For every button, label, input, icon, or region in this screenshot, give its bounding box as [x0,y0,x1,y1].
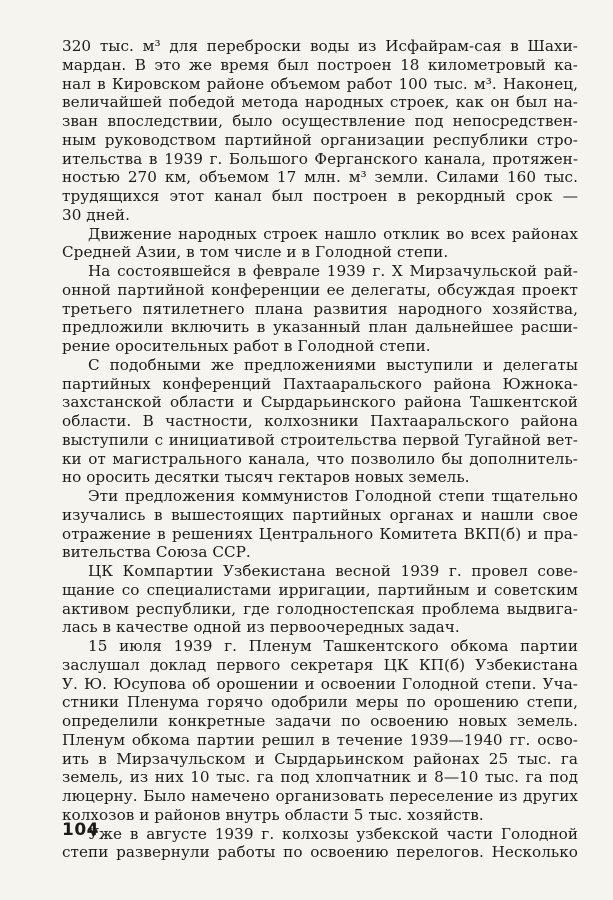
text-line: люцерну. Было намечено организовать переселение из других [62,787,578,805]
text-line: 320 тыс. м³ для переброски воды из Исфайрам-сая в Шахи- [62,37,578,55]
paragraph [62,562,578,637]
text-line: земель, из них 10 тыс. га под хлопчатник и 8—10 тыс. га под [62,768,578,787]
text-line: ительства в 1939 г. Большого Ферганского канала, протяжен- [62,149,578,168]
text-line: ЦК Компартии Узбекистана весной 1939 г. провел сове- [88,562,578,580]
text-line: но оросить десятки тысяч гектаров новых земель. [62,468,470,487]
text-line: 30 дней. [62,205,130,224]
paragraph [62,825,578,863]
paragraph [62,487,578,562]
text-line: Уже в августе 1939 г. колхозы узбекской части Голодной [88,824,578,843]
text-line: ить в Мирзачульском и Сырдарьинском районах 25 тыс. га [62,749,578,768]
text-line: области. В частности, колхозники Пахтаарaльского района [62,412,578,430]
text-line: Средней Азии, в том числе и в Голодной степи. [62,243,449,262]
text-line: выступили с инициативой строительства первой Тугайной вет- [62,430,578,449]
text-line: ным руководством партийной организации республики стро- [62,130,578,149]
text-line: отражение в решениях Центрального Комитета ВКП(б) и пра- [62,524,578,543]
paragraph [62,637,578,825]
text-line: определили конкретные задачи по освоению новых земель. [62,712,578,730]
text-line: изучались в вышестоящих партийных органах и нашли свое [62,505,578,524]
paragraph [62,225,578,263]
text-line: величайшей победой метода народных строек, как он был на- [62,93,578,112]
text-line: 15 июля 1939 г. Пленум Ташкентского обкома партии [88,637,578,655]
text-line: захстанской области и Сырдарьинского района Ташкентской [62,393,578,412]
text-line: нал в Кировском районе объемом работ 100 тыс. м³. Наконец, [62,74,578,93]
text-line: активом республики, где голодностепская проблема выдвига- [62,599,578,618]
text-line: ки от магистрального канала, что позволило бы дополнитель- [62,449,578,468]
text-line: Движение народных строек нашло отклик во всех районах [88,224,578,243]
text-line: предложили включить в указанный план дальнейшее расши- [62,318,578,337]
text-line: вительства Союза ССР. [62,543,251,562]
text-line: ностью 270 км, объемом 17 млн. м³ земли. Силами 160 тыс. [62,168,578,187]
paragraph [62,262,578,356]
text-line: третьего пятилетнего плана развития народного хозяйства, [62,299,578,318]
text-line: стники Пленума горячо одобрили меры по орошению степи, [62,693,578,712]
text-line: колхозов и районов внутрь области 5 тыс. хозяйств. [62,805,484,824]
text-line: рение оросительных работ в Голодной степи. [62,337,431,355]
text-line: зван впоследствии, было осуществление под непосредствен- [62,112,578,130]
paragraph [62,37,578,225]
text-line: мардан. В это же время был построен 18 километровый ка- [62,55,578,74]
text-line: щание со специалистами ирригации, партийным и советским [62,580,578,599]
text-line: У. Ю. Юсупова об орошении и освоении Голодной степи. Уча- [62,674,578,693]
text-line: степи развернули работы по освоению перелогов. Несколько [62,843,578,862]
text-line: трудящихся этот канал был построен в рекордный срок — [62,187,578,205]
text-line: лась в качестве одной из первоочередных задач. [62,618,460,637]
text-line: На состоявшейся в феврале 1939 г. X Мирзачульской рай- [88,262,578,280]
page-body [62,37,578,862]
paragraph [62,356,578,487]
text-line: С подобными же предложениями выступили и делегаты [88,355,578,374]
page-number: 104 [62,820,99,840]
text-line: Эти предложения коммунистов Голодной степи тщательно [88,487,578,505]
text-line: Пленум обкома партии решил в течение 1939—1940 гг. осво- [62,730,578,749]
text-line: онной партийной конференции ее делегаты, обсуждая проект [62,280,578,299]
text-line: партийных конференций Пахтааральского района Южнока- [62,374,578,393]
text-line: заслушал доклад первого секретаря ЦК КП(б) Узбекистана [62,655,578,674]
